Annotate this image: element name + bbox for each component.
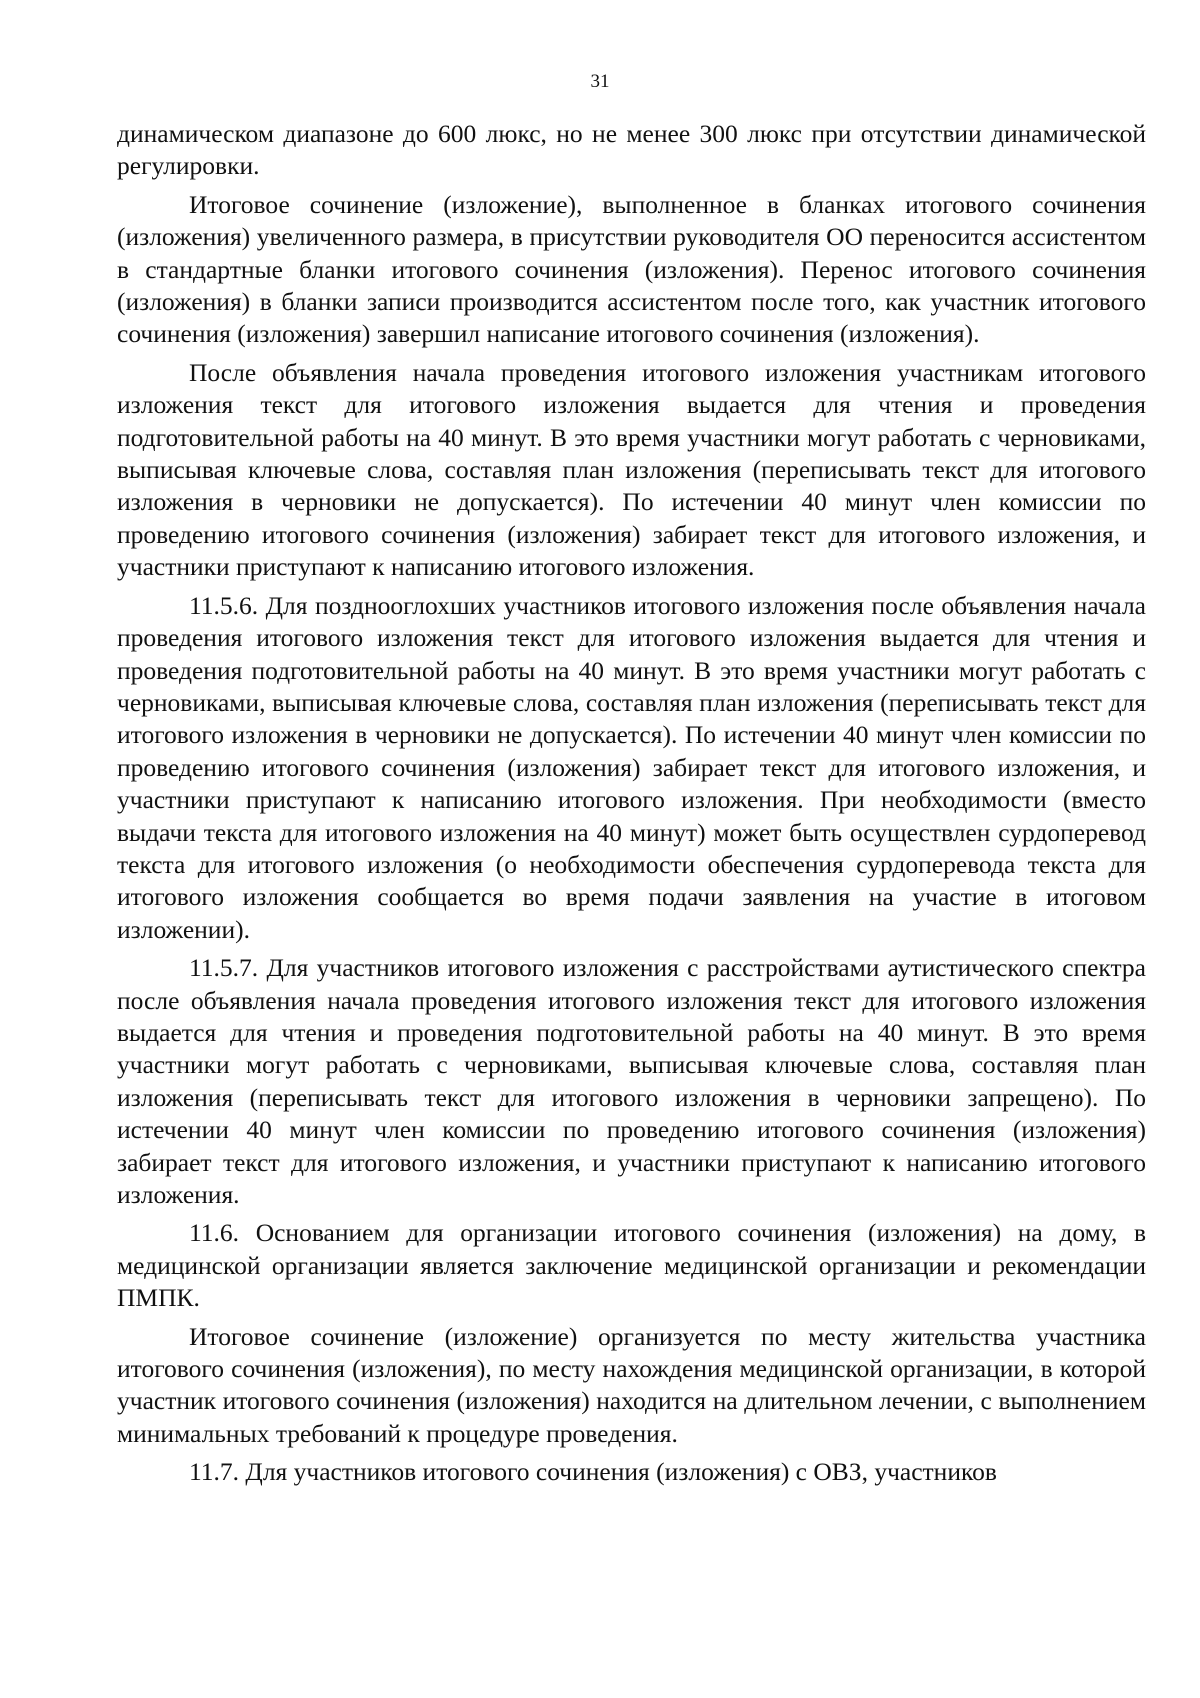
paragraph-enlarged-forms-transfer: Итоговое сочинение (изложение), выполненное в бланках итогового сочинения (изложения) увеличенного размера, в присутствии руководителя ОО переносится ассистентом в стандартные бланки итогового сочинения (изложения). Перенос итогового сочинения (изложения) в бланки записи производится ассистентом после того, как участник итогового сочинения (изложения) завершил написание итогового сочинения (изложения). xyxy=(117,189,1146,349)
paragraph-lighting-continuation: динамическом диапазоне до 600 люкс, но не менее 300 люкс при отсутствии динамической регулировки. xyxy=(117,119,1146,181)
paragraph-11-7: 11.7. Для участников итогового сочинения (изложения) с ОВЗ, участников xyxy=(189,1457,997,1487)
paragraph-home-organization: Итоговое сочинение (изложение) организуется по месту жительства участника итогового сочинения (изложения), по месту нахождения медицинской организации, в которой участник итогового сочинения (изложения) находится на длительном лечении, с выполнением минимальных требований к процедуре проведения. xyxy=(117,1321,1146,1448)
paragraph-presentation-text-issue: После объявления начала проведения итогового изложения участникам итогового изложения текст для итогового изложения выдается для чтения и проведения подготовительной работы на 40 минут. В это время участники могут работать с черновиками, выписывая ключевые слова, составляя план изложения (переписывать текст для итогового изложения в черновики не допускается). По истечении 40 минут член комиссии по проведению итогового сочинения (изложения) забирает текст для итогового изложения, и участники приступают к написанию итогового изложения. xyxy=(117,357,1146,582)
paragraph-11-5-7: 11.5.7. Для участников итогового изложения с расстройствами аутистического спектра после объявления начала проведения итогового изложения текст для итогового изложения выдается для чтения и проведения подготовительной работы на 40 минут. В это время участники могут работать с черновиками, выписывая ключевые слова, составляя план изложения (переписывать текст для итогового изложения в черновики запрещено). По истечении 40 минут член комиссии по проведению итогового сочинения (изложения) забирает текст для итогового изложения, и участники приступают к написанию итогового изложения. xyxy=(117,953,1146,1209)
page-number: 31 xyxy=(590,71,610,92)
paragraph-11-5-6: 11.5.6. Для позднооглохших участников итогового изложения после объявления начала проведения итогового изложения текст для итогового изложения выдается для чтения и проведения подготовительной работы на 40 минут. В это время участники могут работать с черновиками, выписывая ключевые слова, составляя план изложения (переписывать текст для итогового изложения в черновики не допускается). По истечении 40 минут член комиссии по проведению итогового сочинения (изложения) забирает текст для итогового изложения, и участники приступают к написанию итогового изложения. При необходимости (вместо выдачи текста для итогового изложения на 40 минут) может быть осуществлен сурдоперевод текста для итогового изложения (о необходимости обеспечения сурдоперевода текста для итогового изложения сообщается во время подачи заявления на участие в итоговом изложении). xyxy=(117,590,1146,944)
document-body xyxy=(117,118,1146,1489)
paragraph-11-6: 11.6. Основанием для организации итогового сочинения (изложения) на дому, в медицинской организации является заключение медицинской организации и рекомендации ПМПК. xyxy=(117,1218,1146,1313)
